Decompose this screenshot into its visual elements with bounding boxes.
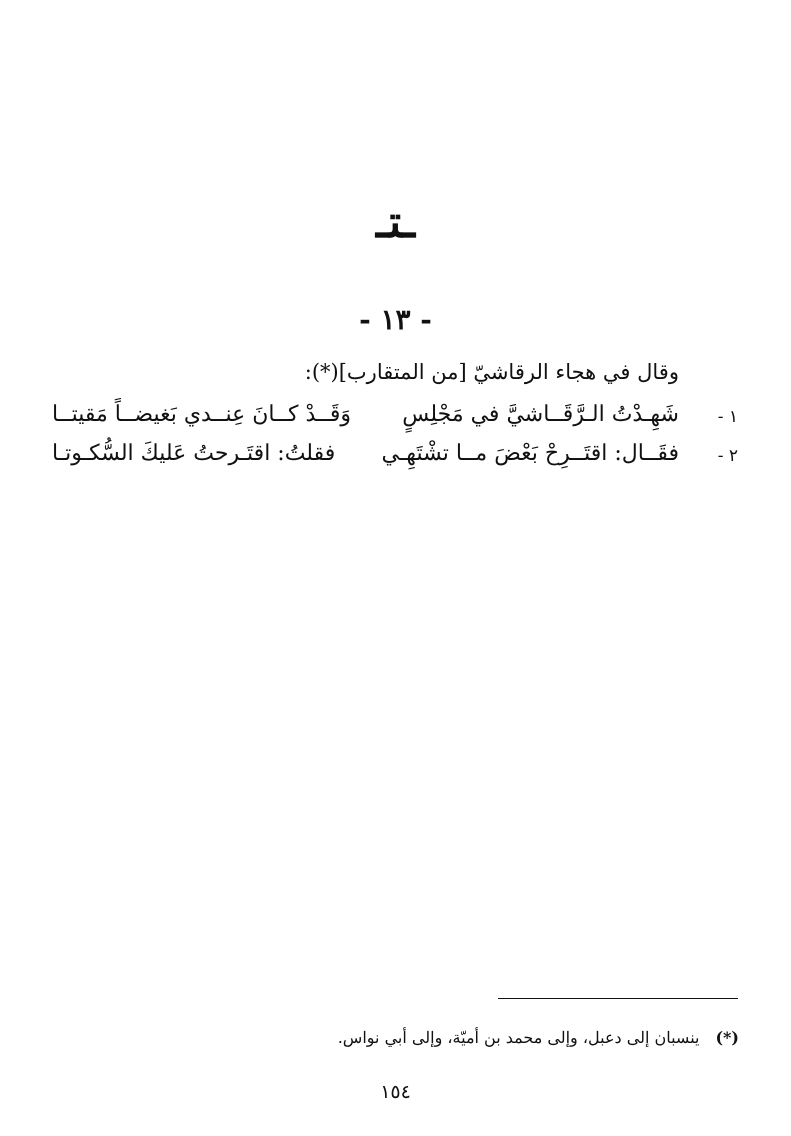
footnote-divider xyxy=(498,998,738,999)
footnote-text: ينسبان إلى دعبل، وإلى محمد بن أميّة، وإلى أبي نواس. xyxy=(337,1028,700,1047)
verse-number: ٢ - xyxy=(717,446,738,466)
footnote-marker: (*) xyxy=(715,1028,739,1047)
section-letter-heading: ـتـ xyxy=(375,197,416,248)
verse-first-hemistich: فقَــال: اقتَــرِحْ بَعْضَ مــا تشْتَهِـي xyxy=(381,441,679,466)
poem-number: - ١٣ - xyxy=(359,303,432,336)
verse-first-hemistich: شَهِـدْتُ الـرَّقَــاشيَّ في مَجْلِسٍ xyxy=(402,402,679,427)
verse-number: ١ - xyxy=(717,407,738,427)
footnote xyxy=(338,1024,739,1052)
verse-line xyxy=(0,437,791,473)
page-number: ١٥٤ xyxy=(380,1081,411,1103)
poem-intro: وقال في هجاء الرقاشيّ [من المتقارب](*): xyxy=(304,360,679,384)
verse-second-hemistich: فقلتُ: اقتَـرحتُ عَليكَ السُّكـوتـا xyxy=(52,441,336,466)
verse-second-hemistich: وَقَــدْ كــانَ عِنــدي بَغيضــاً مَقيتــا xyxy=(52,402,352,427)
verse-line xyxy=(0,398,791,434)
